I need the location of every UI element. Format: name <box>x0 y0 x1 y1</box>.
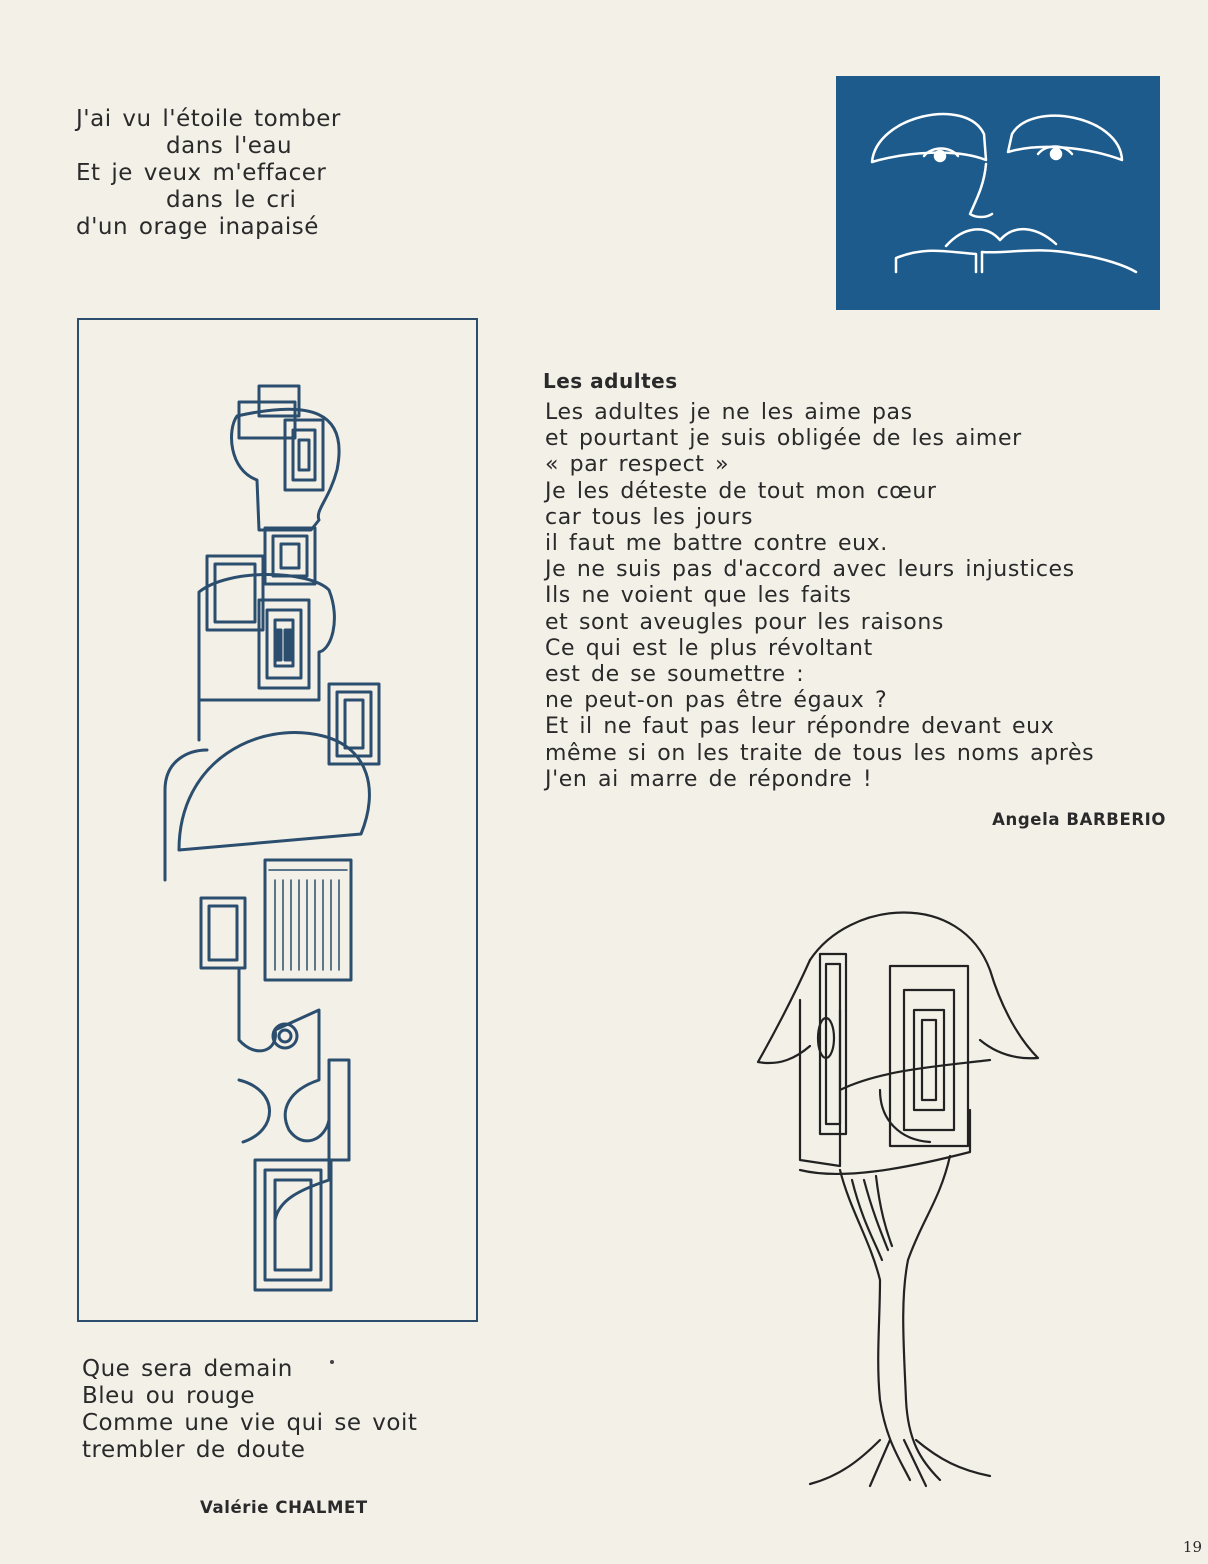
poem-top-line: dans l'eau <box>166 133 293 159</box>
poem-top-line: J'ai vu l'étoile tomber <box>76 106 341 132</box>
poem-adultes-line: car tous les jours <box>545 504 754 530</box>
poem-adultes-line: J'en ai marre de répondre ! <box>545 766 873 792</box>
face-drawing-icon <box>836 76 1160 310</box>
poem-top-line: Et je veux m'effacer <box>76 160 327 186</box>
poem-adultes-line: il faut me battre contre eux. <box>545 531 888 557</box>
page-number: 19 <box>1182 1538 1202 1556</box>
poem-top-line: dans le cri <box>166 187 297 213</box>
poem-bottom-line: Comme une vie qui se voit <box>82 1410 418 1436</box>
poem-bottom-line: Que sera demain <box>82 1356 293 1382</box>
poem-adultes-line: et pourtant je suis obligée de les aimer <box>545 426 1022 452</box>
author-barberio: Angela BARBERIO <box>992 810 1166 829</box>
author-chalmet: Valérie CHALMET <box>200 1498 368 1517</box>
poem-top <box>76 106 341 241</box>
poem-adultes-line: « par respect » <box>545 452 730 478</box>
poem-adultes <box>545 400 1094 793</box>
poem-adultes-line: Et il ne faut pas leur répondre devant eux <box>545 714 1055 740</box>
poem-adultes-line: même si on les traite de tous les noms après <box>545 740 1095 766</box>
poem-bottom <box>82 1356 417 1464</box>
poem-title: Les adultes <box>543 369 678 393</box>
poem-adultes-line: Je les déteste de tout mon cœur <box>545 478 937 504</box>
poem-adultes-line: ne peut-on pas être égaux ? <box>545 688 888 714</box>
head-figure-drawing-icon <box>740 880 1060 1490</box>
poem-adultes-line: Ils ne voient que les faits <box>545 583 852 609</box>
poem-bottom-line: trembler de doute <box>82 1437 306 1463</box>
totem-drawing-icon <box>77 318 478 1322</box>
poem-top-line: d'un orage inapaisé <box>76 214 319 240</box>
poem-adultes-line: Les adultes je ne les aime pas <box>545 400 913 425</box>
poem-adultes-line: Ce qui est le plus révoltant <box>545 635 873 661</box>
poem-adultes-line: Je ne suis pas d'accord avec leurs injustices <box>545 557 1075 583</box>
poem-adultes-line: et sont aveugles pour les raisons <box>545 609 944 635</box>
poem-adultes-line: est de se soumettre : <box>545 662 805 688</box>
poem-bottom-line: Bleu ou rouge <box>82 1383 256 1409</box>
